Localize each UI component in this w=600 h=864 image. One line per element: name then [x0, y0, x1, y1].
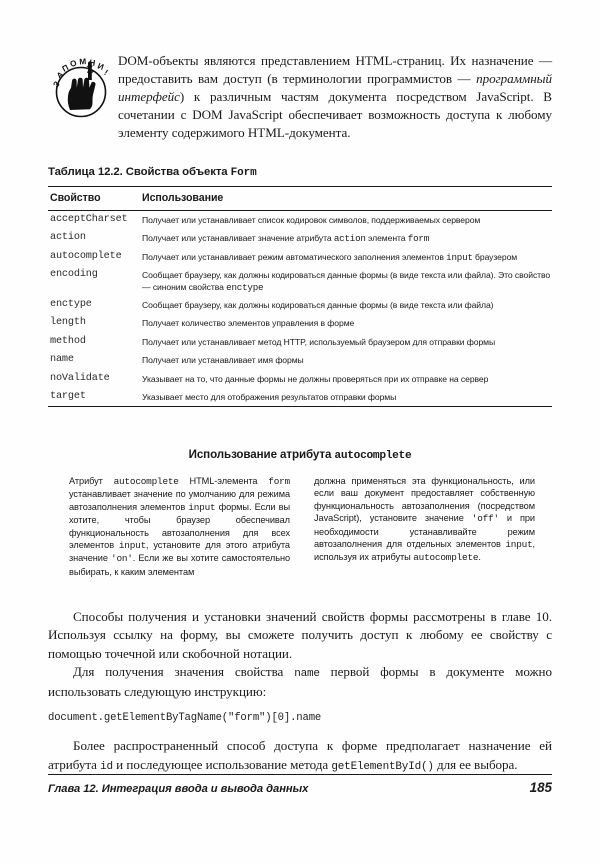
left-text-3: устанавливает значение по умолчанию для режима автозаполнения элементов	[69, 489, 290, 512]
body-text-block	[48, 608, 552, 776]
cell-property: autocomplete	[50, 250, 122, 262]
table-rule-bottom	[48, 407, 552, 408]
para2-mono-1: name	[294, 667, 320, 680]
para2-text-1: Для получения значения свойства	[73, 663, 295, 679]
svg-text:А: А	[55, 69, 66, 81]
left-mono-1: autocomplete	[113, 476, 179, 487]
remember-hand-icon	[48, 54, 110, 120]
usage-text-1: Сообщает браузеру, как должны кодироваться данные формы (в виде текста или файла). Это свойство — синоним свойства	[142, 270, 551, 292]
remember-callout	[48, 52, 552, 142]
table-header-row	[48, 187, 552, 211]
table-row	[48, 314, 552, 332]
section-heading-attribute: autocomplete	[334, 450, 412, 462]
usage-text-1: Получает или устанавливает имя формы	[142, 355, 304, 366]
cell-usage	[137, 388, 552, 407]
callout-text-italic: программный интерфейс	[118, 71, 552, 105]
section-heading	[48, 448, 552, 462]
left-text-1: Атрибут	[69, 476, 114, 486]
usage-mono-1: enctype	[226, 281, 264, 293]
usage-mono-2: form	[407, 233, 430, 245]
table-caption	[48, 166, 552, 179]
cell-property: enctype	[50, 299, 92, 311]
usage-mono-1: input	[446, 251, 473, 263]
cell-usage	[137, 296, 552, 314]
column-header-property: Свойство	[50, 192, 101, 204]
right-text-4: .	[478, 552, 481, 563]
table-row	[48, 229, 552, 247]
table-body	[48, 187, 552, 408]
svg-text:И: И	[96, 61, 105, 72]
footer-page-number: 185	[529, 780, 552, 795]
table-row	[48, 296, 552, 314]
cell-property: noValidate	[50, 372, 110, 384]
page-footer	[48, 774, 552, 795]
usage-text-1: Получает количество элементов управления в форме	[142, 318, 355, 329]
usage-text-1: Получает или устанавливает значение атрибута	[142, 233, 334, 244]
body-paragraph-2	[48, 663, 552, 702]
code-snippet: document.getElementByTagName("form")[0].name	[48, 712, 322, 725]
cell-usage	[137, 370, 552, 388]
usage-text-1: Сообщает браузеру, как должны кодироваться данные формы (в виде текста или файла)	[142, 300, 494, 311]
para3-mono-2: getElementById()	[331, 760, 434, 773]
table-row	[48, 248, 552, 266]
table-row	[48, 370, 552, 388]
left-text-5: , установите для этого атрибута значение	[69, 540, 290, 564]
table-row	[48, 388, 552, 407]
right-mono-1: 'off'	[471, 513, 499, 525]
cell-usage	[137, 314, 552, 332]
usage-text-1: Получает или устанавливает метод HTTP, используемый браузером для отправки формы	[142, 336, 496, 347]
usage-text-1: Указывает на то, что данные формы не должны проверяться при их отправке на сервер	[142, 373, 489, 384]
usage-text-1: Получает или устанавливает список кодировок символов, поддерживаемых сервером	[142, 215, 481, 225]
para3-text-1: Более распространенный способ доступа к форме предполагает назначение ей атрибута	[48, 738, 552, 772]
cell-property: length	[50, 317, 86, 329]
svg-text:Н: Н	[88, 58, 96, 68]
para3-mono-1: id	[100, 760, 113, 773]
cell-property: method	[50, 335, 86, 347]
svg-text:!: !	[102, 68, 110, 78]
callout-text-part1: DOM-объекты являются представлением HTML-страниц. Их назначение — предоставить вам доступ (в терминологии программистов —	[118, 53, 552, 87]
cell-property: acceptCharset	[50, 214, 128, 225]
usage-text-2: браузером	[472, 251, 518, 262]
right-text-1: должна применяться эта функциональность, или если ваш документ предоставляет собственную функциональность автозаполнения (посредством JavaScript), установите значение	[314, 476, 535, 524]
right-text-2: и при необходимости устанавливайте режим автозаполнения для отдельных элементов	[314, 513, 535, 550]
remember-callout-text	[110, 52, 552, 142]
left-text-2: HTML-элемента	[178, 476, 269, 486]
cell-usage	[137, 333, 552, 351]
right-text-3: , используя их атрибуты	[314, 539, 535, 563]
cell-usage	[137, 248, 552, 266]
svg-text:П: П	[60, 63, 71, 74]
usage-text-2: элемента	[365, 233, 408, 244]
cell-property: action	[50, 232, 86, 244]
svg-text:З: З	[51, 79, 62, 90]
para3-text-3: для ее выбора.	[433, 756, 518, 772]
table-row	[48, 211, 552, 229]
table-caption-object-name: Form	[230, 167, 257, 179]
left-text-6: . Если же вы хотите самостоятельно выбирать, к каким элементам	[69, 553, 291, 577]
body-paragraph-1: Способы получения и установки значений свойств формы рассмотрены в главе 10. Используя ссылку на форму, вы сможете получить доступ к любому ее свойству с помощью точечной или скобочной нотации.	[48, 609, 552, 661]
footer-row	[48, 775, 552, 795]
column-left	[69, 475, 290, 578]
two-column-block	[69, 475, 535, 578]
table-row	[48, 266, 552, 296]
column-right	[314, 475, 535, 578]
table-row	[48, 333, 552, 351]
table-row	[48, 351, 552, 369]
cell-usage	[137, 266, 552, 296]
left-mono-5: 'on'	[111, 553, 133, 565]
cell-usage	[137, 351, 552, 369]
cell-usage	[137, 229, 552, 247]
left-mono-2: form	[268, 476, 290, 487]
right-mono-3: autocomplete	[413, 552, 479, 564]
usage-text-1: Получает или устанавливает режим автоматического заполнения элементов	[142, 251, 447, 262]
cell-property: encoding	[50, 269, 98, 281]
footer-chapter-title: Глава 12. Интеграция ввода и вывода данных	[48, 783, 309, 795]
usage-mono-1: action	[333, 233, 366, 245]
section-heading-prefix: Использование атрибута	[188, 448, 335, 461]
callout-text-part2: ) к различным частям документа посредством JavaScript. В сочетании с DOM JavaScript обеспечивает возможность доступа к любому элементу содержимого HTML-документа.	[118, 89, 552, 141]
left-text-4: формы. Если вы хотите, чтобы браузер обеспечивал функциональность автозаполнения для всех элементов	[69, 501, 290, 551]
para2-text-2: первой формы в документе можно использовать следующую инструкцию:	[48, 663, 553, 700]
para3-text-2: и последующее использование метода	[112, 756, 332, 772]
cell-property: name	[50, 354, 74, 366]
svg-text:О: О	[69, 58, 78, 69]
left-mono-3: input	[188, 501, 216, 513]
left-mono-4: input	[118, 540, 147, 552]
svg-text:М: М	[79, 57, 87, 67]
right-mono-2: input	[505, 539, 533, 551]
column-header-usage: Использование	[142, 192, 224, 204]
table-caption-prefix: Таблица 12.2. Свойства объекта	[48, 166, 231, 178]
form-properties-table	[48, 186, 552, 407]
body-paragraph-3	[48, 737, 552, 776]
cell-usage	[137, 211, 552, 229]
cell-property: target	[50, 391, 86, 403]
usage-text-1: Указывает место для отображения результатов отправки формы	[142, 392, 397, 403]
